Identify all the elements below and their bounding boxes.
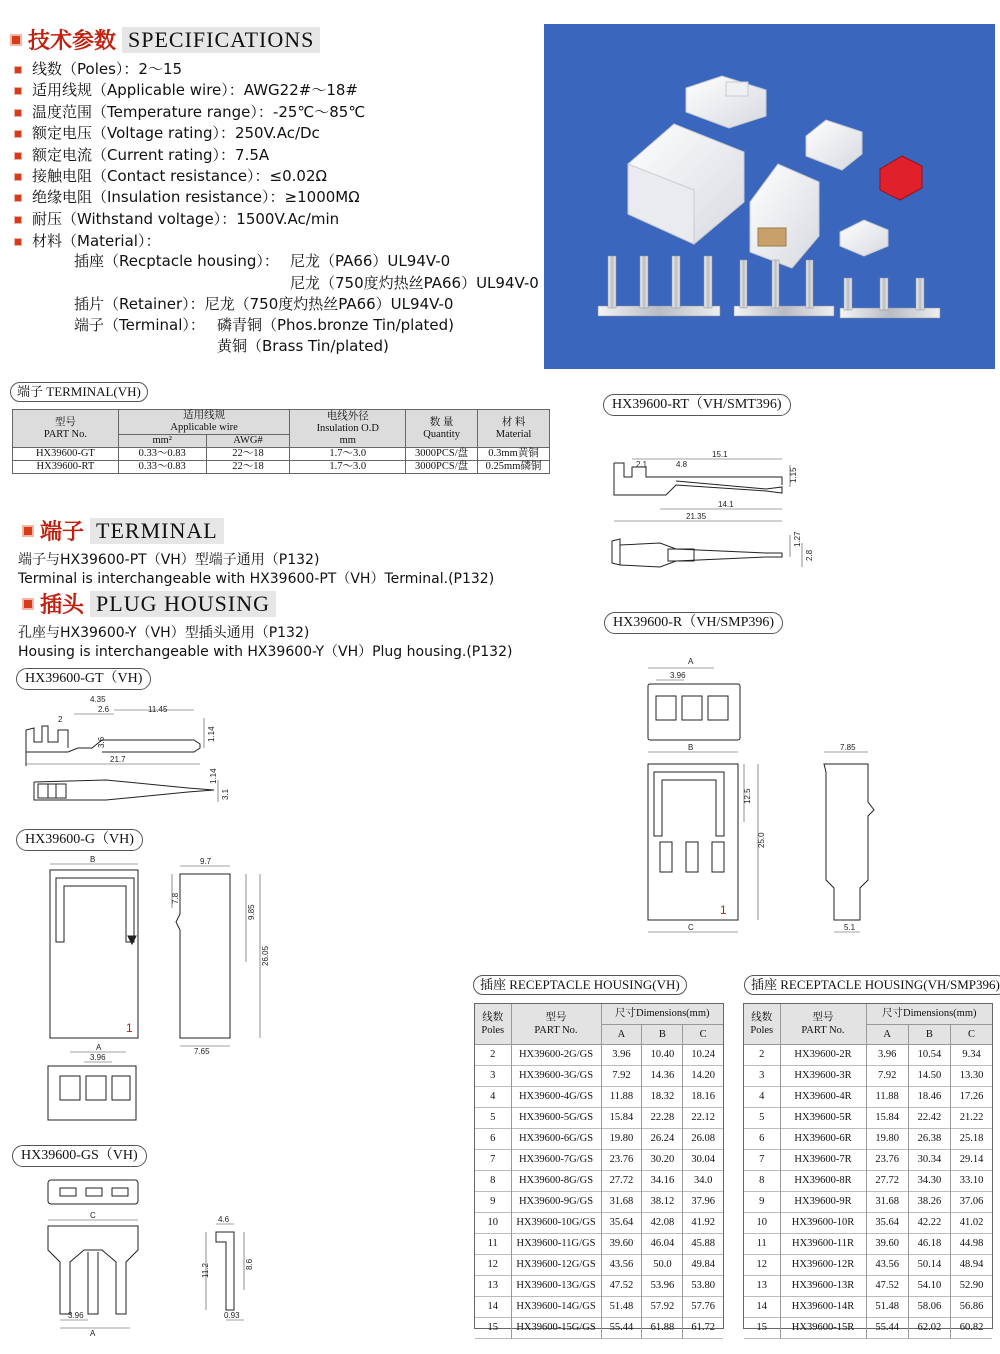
table-cell: 62.02 — [908, 1317, 950, 1338]
table-cell: HX39600-13R — [780, 1275, 866, 1296]
table-cell: 57.92 — [642, 1296, 683, 1317]
table-row — [475, 1170, 723, 1191]
table-cell: 34.30 — [908, 1170, 950, 1191]
table-cell: 6 — [490, 1132, 496, 1144]
table-cell: 15 — [756, 1321, 767, 1333]
table-cell: 2 — [759, 1048, 765, 1060]
svg-text:2.6: 2.6 — [98, 705, 110, 714]
table-row — [744, 1149, 992, 1170]
svg-text:14.1: 14.1 — [718, 500, 734, 509]
table-cell: 25.18 — [951, 1128, 992, 1149]
svg-text:11.2: 11.2 — [201, 1263, 210, 1278]
table-row: HX39600-GT 0.33～0.83 22～18 1.7～3.0 3000PCS/盘 0.3mm黄铜 — [13, 448, 550, 461]
gs-drawing — [30, 1170, 260, 1338]
table-cell: 4 — [490, 1090, 496, 1102]
table-cell: 50.14 — [908, 1254, 950, 1275]
table-cell: HX39600-15R — [780, 1317, 866, 1338]
table-cell: 42.08 — [642, 1212, 683, 1233]
table-cell: 22.28 — [642, 1107, 683, 1128]
housing-material-2: 尼龙（750度灼热丝PA66）UL94V-0 — [290, 274, 539, 292]
table-row — [744, 1065, 992, 1086]
table-cell: 47.52 — [601, 1275, 642, 1296]
table-cell: 39.60 — [866, 1233, 908, 1254]
gs-label: HX39600-GS（VH) — [12, 1145, 147, 1167]
header-mm2: mm² — [118, 435, 206, 448]
table-cell: 37.96 — [683, 1191, 723, 1212]
table-cell: 11.88 — [866, 1086, 908, 1107]
table-cell: 44.98 — [951, 1233, 992, 1254]
r-label: HX39600-R（VH/SMP396) — [604, 612, 783, 634]
terminal-material-label: 端子（Terminal）： — [74, 316, 205, 334]
table-cell: 30.20 — [642, 1149, 683, 1170]
table-cell: HX39600-10G/GS — [511, 1212, 601, 1233]
table-cell: 38.12 — [642, 1191, 683, 1212]
specs-header — [10, 24, 320, 55]
table-cell: HX39600-3G/GS — [511, 1065, 601, 1086]
svg-text:7.85: 7.85 — [840, 743, 856, 752]
table-cell: HX39600-5G/GS — [511, 1107, 601, 1128]
table-cell: 48.94 — [951, 1254, 992, 1275]
table-row — [475, 1149, 723, 1170]
table-cell: HX39600-9G/GS — [511, 1191, 601, 1212]
svg-text:8.6: 8.6 — [245, 1258, 254, 1270]
table-cell: 3.96 — [866, 1044, 908, 1065]
receptacle-vh-body — [475, 1044, 723, 1338]
table-row — [475, 1317, 723, 1338]
table-cell: 7.92 — [601, 1065, 642, 1086]
table-cell: 57.76 — [683, 1296, 723, 1317]
table-row — [744, 1107, 992, 1128]
table-cell: 7.92 — [866, 1065, 908, 1086]
table-row — [744, 1170, 992, 1191]
table-cell: HX39600-9R — [780, 1191, 866, 1212]
table-cell: 13 — [756, 1279, 767, 1291]
header-awg: AWG# — [206, 435, 290, 448]
table-row — [475, 1296, 723, 1317]
table-cell: 49.84 — [683, 1254, 723, 1275]
table-cell: 47.52 — [866, 1275, 908, 1296]
table-row — [744, 1191, 992, 1212]
table-cell: 27.72 — [601, 1170, 642, 1191]
terminal-note-en: Terminal is interchangeable with HX39600-PT（VH）Terminal.(P132) — [18, 571, 495, 587]
table-cell: 3 — [490, 1069, 496, 1081]
svg-text:A: A — [90, 1329, 96, 1338]
table-cell: 52.90 — [951, 1275, 992, 1296]
table-cell: HX39600-13G/GS — [511, 1275, 601, 1296]
spec-item: 绝缘电阻（Insulation resistance）：≥1000MΩ — [14, 187, 360, 207]
table-cell: HX39600-8R — [780, 1170, 866, 1191]
table-cell: 46.04 — [642, 1233, 683, 1254]
table-row — [744, 1254, 992, 1275]
receptacle-vh-label: 插座 RECEPTACLE HOUSING(VH) — [473, 975, 687, 995]
table-cell: 58.06 — [908, 1296, 950, 1317]
table-row — [475, 1128, 723, 1149]
terminal-table — [12, 409, 550, 474]
table-cell: 54.10 — [908, 1275, 950, 1296]
svg-text:2.8: 2.8 — [805, 549, 814, 561]
table-cell: 53.80 — [683, 1275, 723, 1296]
terminal-section-header: 端子 TERMINAL — [22, 515, 224, 546]
svg-text:B: B — [90, 855, 96, 864]
spec-item: 材料（Material）： — [14, 231, 160, 251]
table-cell: 30.04 — [683, 1149, 723, 1170]
header-applicable-wire: 适用线规 Applicable wire — [118, 410, 290, 435]
rt-label: HX39600-RT（VH/SMT396) — [603, 394, 791, 416]
bullet-icon — [14, 173, 22, 181]
spec-item: 接触电阻（Contact resistance）：≤0.02Ω — [14, 166, 327, 186]
svg-text:1.14: 1.14 — [209, 768, 218, 784]
table-cell: 6 — [759, 1132, 765, 1144]
header-b: B — [908, 1024, 950, 1044]
svg-text:9.7: 9.7 — [200, 857, 212, 866]
terminal-material-1: 磷青铜（Phos.bronze Tin/plated) — [217, 316, 455, 334]
table-cell: 51.48 — [866, 1296, 908, 1317]
table-cell: 9 — [759, 1195, 765, 1207]
header-c: C — [683, 1024, 723, 1044]
table-cell: 26.38 — [908, 1128, 950, 1149]
table-row — [475, 1065, 723, 1086]
svg-text:4.8: 4.8 — [676, 460, 688, 469]
table-cell: 13.30 — [951, 1065, 992, 1086]
bullet-icon — [14, 109, 22, 117]
spec-item: 温度范围（Temperature range）：-25℃～85℃ — [14, 102, 365, 122]
table-row — [475, 1275, 723, 1296]
table-cell: 11 — [487, 1237, 498, 1249]
table-cell: HX39600-11G/GS — [511, 1233, 601, 1254]
table-cell: 26.08 — [683, 1128, 723, 1149]
table-cell: 7 — [490, 1153, 496, 1165]
retainer-material: 插片（Retainer）：尼龙（750度灼热丝PA66）UL94V-0 — [74, 295, 454, 313]
receptacle-smp-table — [744, 1004, 992, 1339]
table-cell: 9 — [490, 1195, 496, 1207]
table-cell: 55.44 — [601, 1317, 642, 1338]
header-material: 材 料 Material — [478, 410, 550, 448]
table-cell: 30.34 — [908, 1149, 950, 1170]
svg-text:21.7: 21.7 — [110, 755, 126, 764]
table-cell: 56.86 — [951, 1296, 992, 1317]
table-row — [744, 1275, 992, 1296]
table-cell: HX39600-2R — [780, 1044, 866, 1065]
table-cell: HX39600-15G/GS — [511, 1317, 601, 1338]
header-quantity: 数 量 Quantity — [406, 410, 478, 448]
table-cell: 10 — [756, 1216, 767, 1228]
receptacle-vh-table — [475, 1004, 723, 1339]
table-cell: 3.96 — [601, 1044, 642, 1065]
table-cell: 19.80 — [866, 1128, 908, 1149]
table-cell: 43.56 — [601, 1254, 642, 1275]
table-cell: HX39600-11R — [780, 1233, 866, 1254]
svg-text:0.93: 0.93 — [224, 1311, 240, 1320]
table-cell: 12 — [756, 1258, 767, 1270]
receptacle-smp-label: 插座 RECEPTACLE HOUSING(VH/SMP396) — [744, 975, 1000, 995]
terminal-note-cn: 端子与HX39600-PT（VH）型端子通用（P132) — [18, 552, 320, 568]
bullet-icon — [14, 66, 22, 74]
table-cell: 3 — [759, 1069, 765, 1081]
table-row — [744, 1044, 992, 1065]
svg-text:3.96: 3.96 — [90, 1053, 106, 1062]
svg-text:1.14: 1.14 — [207, 726, 216, 742]
table-cell: 55.44 — [866, 1317, 908, 1338]
bullet-icon — [14, 216, 22, 224]
table-cell: 17.26 — [951, 1086, 992, 1107]
svg-text:25.0: 25.0 — [757, 832, 766, 848]
table-cell: 19.80 — [601, 1128, 642, 1149]
spec-item: 额定电压（Voltage rating）：250V.Ac/Dc — [14, 123, 320, 143]
svg-text:26.05: 26.05 — [261, 945, 270, 966]
table-cell: HX39600-5R — [780, 1107, 866, 1128]
table-cell: 9.34 — [951, 1044, 992, 1065]
housing-material-label: 插座（Recptacle housing）： — [74, 252, 279, 270]
housing-material-1: 尼龙（PA66）UL94V-0 — [290, 252, 451, 270]
table-row — [744, 1128, 992, 1149]
table-cell: 14.36 — [642, 1065, 683, 1086]
header-insulation-od: 电线外径 Insulation O.D mm — [290, 410, 406, 448]
terminal-table-label: 端子 TERMINAL(VH) — [10, 382, 148, 402]
table-cell: 22.42 — [908, 1107, 950, 1128]
table-cell: HX39600-2G/GS — [511, 1044, 601, 1065]
table-cell: 11.88 — [601, 1086, 642, 1107]
svg-text:3.96: 3.96 — [68, 1311, 84, 1320]
table-cell: 34.0 — [683, 1170, 723, 1191]
table-cell: 29.14 — [951, 1149, 992, 1170]
table-cell: 35.64 — [866, 1212, 908, 1233]
table-cell: 14.50 — [908, 1065, 950, 1086]
table-cell: HX39600-4R — [780, 1086, 866, 1107]
svg-text:21.35: 21.35 — [686, 512, 707, 521]
svg-text:11.45: 11.45 — [148, 705, 168, 714]
table-cell: 4 — [759, 1090, 765, 1102]
table-cell: HX39600-14R — [780, 1296, 866, 1317]
table-cell: 7 — [759, 1153, 765, 1165]
spec-item: 耐压（Withstand voltage）：1500V.Ac/min — [14, 209, 339, 229]
table-cell: 18.46 — [908, 1086, 950, 1107]
product-photo — [544, 24, 995, 369]
table-cell: 45.88 — [683, 1233, 723, 1254]
plug-note-en: Housing is interchangeable with HX39600-Y（VH）Plug housing.(P132) — [18, 644, 513, 660]
table-cell: 10.24 — [683, 1044, 723, 1065]
table-cell: 23.76 — [601, 1149, 642, 1170]
svg-text:3.6: 3.6 — [97, 736, 106, 748]
svg-text:4.35: 4.35 — [90, 695, 106, 704]
table-cell: 8 — [490, 1174, 496, 1186]
table-cell: 14 — [487, 1300, 498, 1312]
table-cell: 50.0 — [642, 1254, 683, 1275]
table-cell: 53.96 — [642, 1275, 683, 1296]
table-cell: 31.68 — [601, 1191, 642, 1212]
table-row — [744, 1317, 992, 1338]
svg-text:2.1: 2.1 — [636, 460, 648, 469]
header-poles: 线数 Poles — [744, 1004, 780, 1044]
table-row: HX39600-RT 0.33～0.83 22～18 1.7～3.0 3000PCS/盘 0.25mm磷铜 — [13, 461, 550, 474]
table-row — [475, 1212, 723, 1233]
table-cell: 43.56 — [866, 1254, 908, 1275]
table-cell: 10.40 — [642, 1044, 683, 1065]
bullet-icon — [14, 238, 22, 246]
specs-title-cn: 技术参数 — [28, 29, 117, 54]
g-drawing — [30, 852, 280, 1130]
table-cell: 5 — [759, 1111, 765, 1123]
table-cell: 61.72 — [683, 1317, 723, 1338]
svg-text:1: 1 — [720, 903, 727, 917]
table-cell: HX39600-8G/GS — [511, 1170, 601, 1191]
table-cell: 46.18 — [908, 1233, 950, 1254]
header-part-no: 型号 PART No. — [780, 1004, 866, 1044]
table-row — [475, 1107, 723, 1128]
spec-item: 额定电流（Current rating）：7.5A — [14, 145, 269, 165]
specs-title-en: SPECIFICATIONS — [122, 27, 320, 53]
header-part-no: 型号 PART No. — [13, 410, 119, 448]
svg-text:3.1: 3.1 — [221, 788, 230, 800]
table-row — [475, 1044, 723, 1065]
table-cell: 38.26 — [908, 1191, 950, 1212]
svg-text:2: 2 — [58, 715, 63, 724]
table-cell: 37.06 — [951, 1191, 992, 1212]
table-cell: 2 — [490, 1048, 496, 1060]
svg-text:A: A — [688, 657, 694, 666]
svg-text:1: 1 — [126, 1021, 133, 1035]
table-cell: HX39600-12G/GS — [511, 1254, 601, 1275]
table-cell: 18.32 — [642, 1086, 683, 1107]
plug-section-header: 插头 PLUG HOUSING — [22, 588, 276, 619]
table-cell: 18.16 — [683, 1086, 723, 1107]
svg-text:3.96: 3.96 — [670, 671, 686, 680]
table-cell: 8 — [759, 1174, 765, 1186]
bullet-icon — [14, 130, 22, 138]
spec-item: 线数（Poles）：2～15 — [14, 59, 182, 79]
section-marker-icon — [10, 34, 22, 46]
header-dimensions: 尺寸Dimensions(mm) — [601, 1004, 723, 1024]
table-cell: HX39600-7R — [780, 1149, 866, 1170]
table-row — [744, 1296, 992, 1317]
svg-text:15.1: 15.1 — [712, 450, 728, 459]
svg-text:5.1: 5.1 — [844, 923, 856, 932]
bullet-icon — [14, 87, 22, 95]
table-cell: HX39600-6R — [780, 1128, 866, 1149]
table-row — [744, 1233, 992, 1254]
table-row — [475, 1254, 723, 1275]
header-a: A — [601, 1024, 642, 1044]
svg-text:C: C — [688, 923, 694, 932]
table-row — [744, 1212, 992, 1233]
table-cell: 10 — [487, 1216, 498, 1228]
g-label: HX39600-G（VH) — [16, 829, 143, 851]
r-drawing — [640, 652, 890, 942]
table-cell: 39.60 — [601, 1233, 642, 1254]
table-cell: 23.76 — [866, 1149, 908, 1170]
table-cell: 22.12 — [683, 1107, 723, 1128]
svg-text:12.5: 12.5 — [743, 788, 752, 804]
table-cell: 61.88 — [642, 1317, 683, 1338]
table-row — [475, 1191, 723, 1212]
receptacle-smp-body — [744, 1044, 992, 1338]
gt-label: HX39600-GT（VH) — [16, 668, 151, 690]
rt-drawing — [606, 445, 826, 575]
table-cell: 60.82 — [951, 1317, 992, 1338]
svg-text:7.65: 7.65 — [194, 1047, 210, 1056]
spec-item: 适用线规（Applicable wire）：AWG22#～18# — [14, 80, 358, 100]
table-cell: 10.54 — [908, 1044, 950, 1065]
table-cell: 26.24 — [642, 1128, 683, 1149]
svg-text:4.6: 4.6 — [218, 1215, 230, 1224]
terminal-material-2: 黄铜（Brass Tin/plated) — [217, 337, 389, 355]
table-cell: HX39600-4G/GS — [511, 1086, 601, 1107]
table-cell: 21.22 — [951, 1107, 992, 1128]
table-cell: HX39600-12R — [780, 1254, 866, 1275]
svg-text:B: B — [688, 743, 694, 752]
table-cell: HX39600-6G/GS — [511, 1128, 601, 1149]
section-marker-icon — [22, 525, 34, 537]
svg-text:7.8: 7.8 — [171, 892, 180, 904]
table-cell: 14 — [756, 1300, 767, 1312]
table-row — [475, 1233, 723, 1254]
plug-note-cn: 孔座与HX39600-Y（VH）型插头通用（P132) — [18, 625, 310, 641]
svg-text:1.27: 1.27 — [793, 531, 802, 547]
svg-text:C: C — [90, 1211, 96, 1220]
table-cell: 34.16 — [642, 1170, 683, 1191]
header-dimensions: 尺寸Dimensions(mm) — [866, 1004, 992, 1024]
section-marker-icon — [22, 598, 34, 610]
table-cell: 11 — [756, 1237, 767, 1249]
table-cell: 41.92 — [683, 1212, 723, 1233]
svg-text:A: A — [96, 1043, 102, 1052]
table-cell: HX39600-7G/GS — [511, 1149, 601, 1170]
table-cell: 13 — [487, 1279, 498, 1291]
table-cell: 31.68 — [866, 1191, 908, 1212]
table-cell: HX39600-14G/GS — [511, 1296, 601, 1317]
table-cell: 12 — [487, 1258, 498, 1270]
svg-text:1.15: 1.15 — [789, 467, 798, 483]
header-poles: 线数 Poles — [475, 1004, 511, 1044]
header-c: C — [951, 1024, 992, 1044]
product-photo-illustration — [544, 24, 995, 369]
table-cell: 33.10 — [951, 1170, 992, 1191]
table-cell: 27.72 — [866, 1170, 908, 1191]
table-row — [475, 1086, 723, 1107]
table-cell: 51.48 — [601, 1296, 642, 1317]
bullet-icon — [14, 152, 22, 160]
bullet-icon — [14, 194, 22, 202]
table-cell: 14.20 — [683, 1065, 723, 1086]
table-row — [744, 1086, 992, 1107]
table-cell: 15 — [487, 1321, 498, 1333]
table-cell: 15.84 — [866, 1107, 908, 1128]
header-part-no: 型号 PART No. — [511, 1004, 601, 1044]
table-cell: 42.22 — [908, 1212, 950, 1233]
table-cell: 5 — [490, 1111, 496, 1123]
header-a: A — [866, 1024, 908, 1044]
table-cell: 35.64 — [601, 1212, 642, 1233]
gt-drawing — [18, 690, 248, 815]
table-cell: HX39600-3R — [780, 1065, 866, 1086]
table-cell: HX39600-10R — [780, 1212, 866, 1233]
table-cell: 15.84 — [601, 1107, 642, 1128]
table-cell: 41.02 — [951, 1212, 992, 1233]
header-b: B — [642, 1024, 683, 1044]
svg-text:9.85: 9.85 — [247, 904, 256, 920]
